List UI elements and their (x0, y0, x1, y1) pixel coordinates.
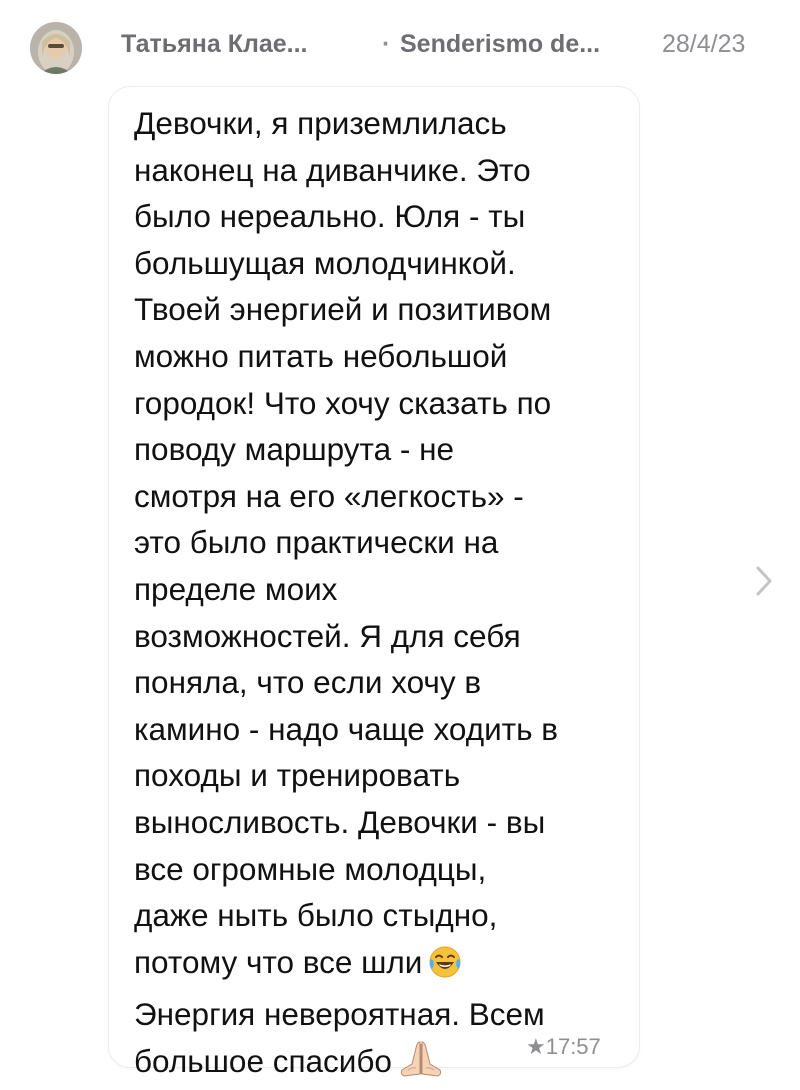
chevron-right-icon[interactable] (752, 564, 776, 598)
message-date: 28/4/23 (662, 30, 746, 58)
message-header (0, 0, 800, 90)
face-with-tears-of-joy-emoji (428, 945, 462, 992)
sender-name[interactable]: Татьяна Клае... (121, 30, 308, 58)
message-text-line: большое спасибо (134, 1042, 392, 1079)
folded-hands-emoji (398, 1040, 444, 1090)
group-name[interactable]: Senderismo de... (400, 30, 601, 58)
avatar[interactable] (30, 22, 82, 74)
avatar-image (30, 22, 82, 74)
message-text-line: Энергия невероятная. Всем (134, 996, 545, 1033)
message-text (134, 100, 634, 1090)
message-time: ★17:57 (526, 1034, 601, 1059)
message-text-main: Девочки, я приземлилась наконец на диванчике. Это было нереально. Юля - ты большущая молодчинкой. Твоей энергией и позитивом можно питать небольшой городок! Что хочу сказать по поводу маршрута - не смотря на его «легкость» - это было практически на пределе моих возможностей. Я для себя поняла, что если хочу в камино - надо чаще ходить в походы и тренировать выносливость. Девочки - вы все огромные молодцы, даже ныть было стыдно, потому что все шли (134, 105, 559, 980)
separator-dot: · (382, 30, 391, 58)
